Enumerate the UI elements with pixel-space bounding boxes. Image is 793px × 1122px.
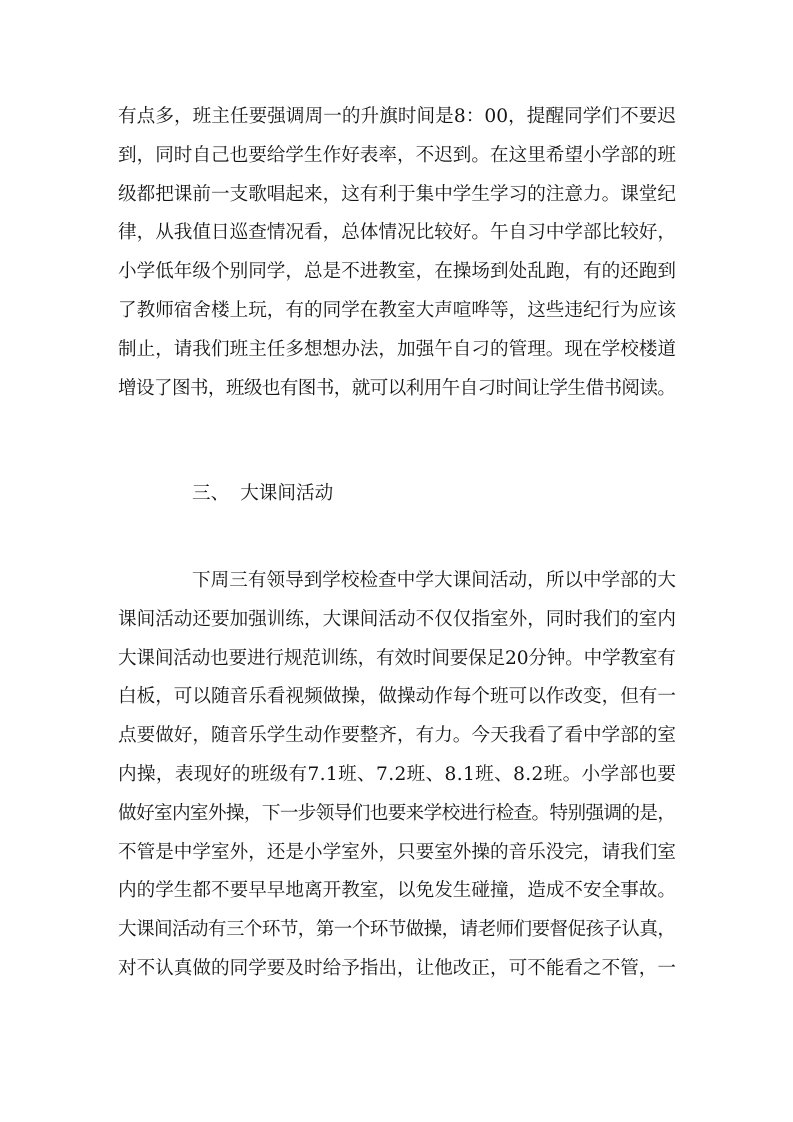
section-heading — [192, 475, 333, 514]
text-line-content: 内操，表现好的班级有7.1班、7.2班、8.1班、8.2班。小学部也要 — [118, 763, 677, 785]
text-line-content: 内的学生都不要早早地离开教室，以免发生碰撞，造成不安全事故。 — [118, 880, 676, 902]
text-line-content: 做好室内室外操，下一步领导们也要来学校进行检查。特别强调的是， — [118, 802, 676, 824]
section-number: 三、 — [192, 483, 230, 504]
section-title: 大课间活动 — [240, 483, 334, 504]
text-line — [118, 834, 676, 873]
text-line — [118, 640, 676, 679]
text-line — [118, 137, 676, 176]
text-line-content: 点要做好，随音乐学生动作要整齐，有力。今天我看了看中学部的室 — [118, 725, 676, 747]
text-line — [118, 214, 676, 253]
text-line-content: 大课间活动也要进行规范训练，有效时间要保足20分钟。中学教室有 — [118, 647, 676, 669]
text-line-content: 到，同时自己也要给学生作好表率，不迟到。在这里希望小学部的班 — [118, 144, 676, 166]
text-line — [118, 98, 676, 137]
text-line-content: 小学低年级个别同学，总是不进教室，在操场到处乱跑，有的还跑到 — [118, 261, 676, 283]
text-line-content: 大课间活动有三个环节，第一个环节做操，请老师们要督促孩子认真， — [118, 919, 676, 941]
text-line-content: 课间活动还要加强训练，大课间活动不仅仅指室外，同时我们的室内 — [118, 608, 676, 630]
text-line-content: 增设了图书，班级也有图书，就可以利用午自刁时间让学生借书阅读。 — [118, 377, 676, 399]
text-line-content: 律，从我值日巡查情况看，总体情况比较好。午自习中学部比较好， — [118, 222, 676, 244]
text-line-content: 有点多，班主任要强调周一的升旗时间是8：00，提醒同学们不要迟 — [118, 106, 677, 127]
text-line-content: 白板，可以随音乐看视频做操，做操动作每个班可以作改变，但有一 — [118, 686, 676, 708]
text-line-content: 了教师宿舍楼上玩，有的同学在教室大声喧哗等，这些违纪行为应该 — [118, 299, 676, 321]
text-line — [118, 253, 676, 292]
text-line — [118, 911, 676, 950]
text-line — [118, 601, 676, 640]
paragraph-1 — [118, 98, 676, 408]
text-line — [118, 756, 676, 795]
text-line — [118, 370, 676, 409]
text-line-content: 级都把课前一支歌唱起来，这有利于集中学生学习的注意力。课堂纪 — [118, 183, 676, 205]
text-line-content: 不管是中学室外，还是小学室外，只要室外操的音乐没完，请我们室 — [118, 841, 676, 863]
text-line — [118, 562, 676, 601]
text-line — [118, 950, 676, 989]
text-line — [118, 176, 676, 215]
text-line — [118, 331, 676, 370]
text-line — [118, 678, 676, 717]
text-line-content: 对不认真做的同学要及时给予指出，让他改正，可不能看之不管，一 — [118, 957, 676, 979]
text-line-content: 制止，请我们班主任多想想办法，加强午自刁的管理。现在学校楼道 — [118, 338, 676, 360]
text-line-content: 下周三有领导到学校检查中学大课间活动，所以中学部的大 — [192, 570, 677, 591]
text-line — [118, 795, 676, 834]
text-line — [118, 872, 676, 911]
text-line — [118, 292, 676, 331]
paragraph-2 — [118, 562, 676, 989]
text-line — [118, 717, 676, 756]
